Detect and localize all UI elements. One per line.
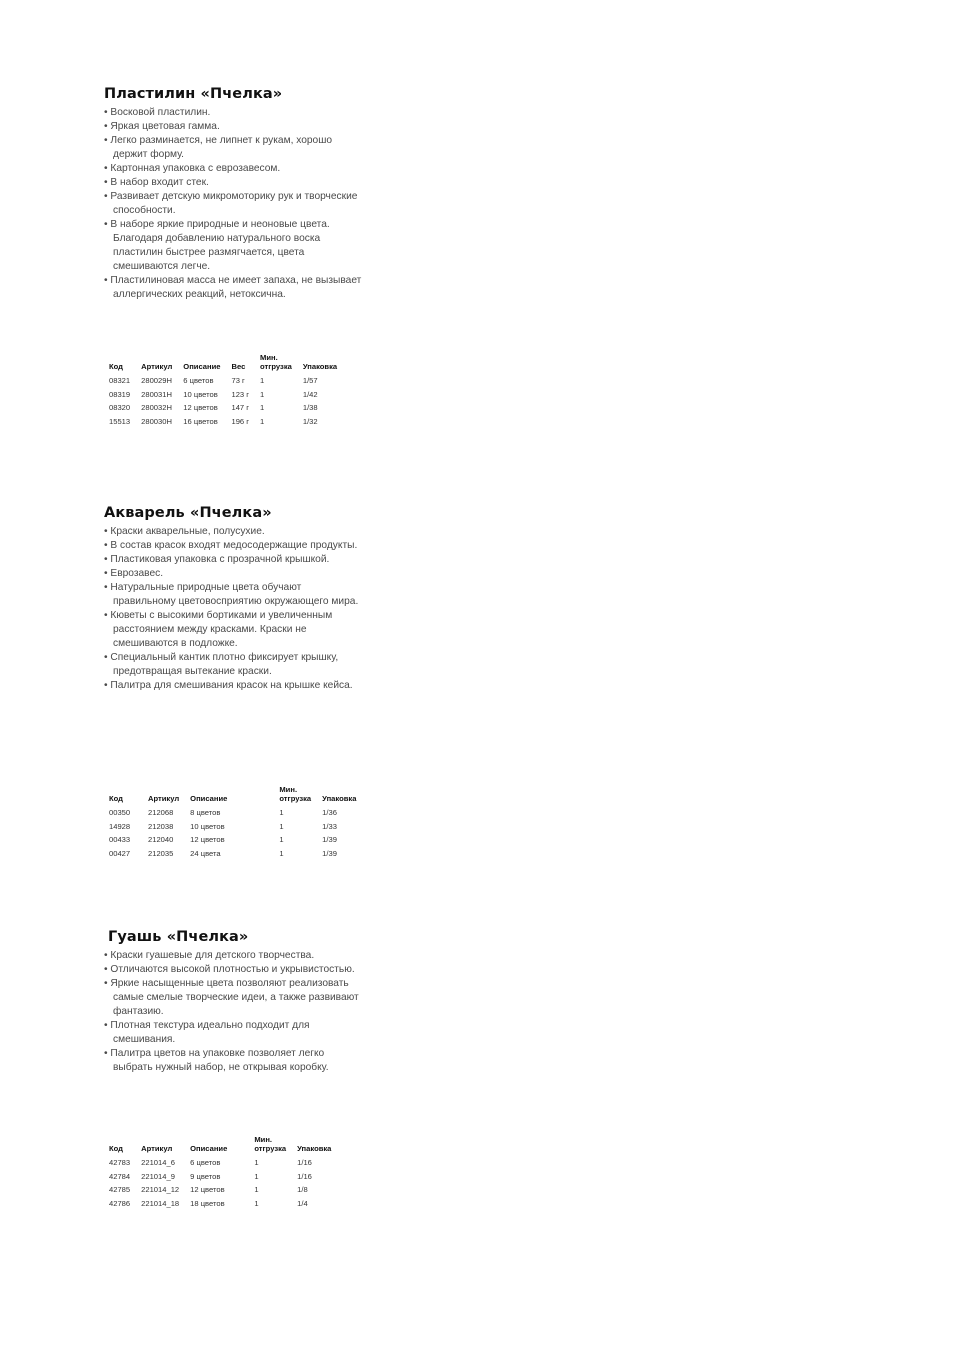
- column-header: Артикул: [141, 1143, 173, 1153]
- column-header: Описание: [190, 1143, 228, 1153]
- feature-list: [104, 525, 364, 693]
- cell-min-shipment: 1: [279, 835, 284, 845]
- cell-weight: 196 г: [231, 416, 250, 426]
- cell-min-shipment: 1: [254, 1198, 259, 1208]
- section-title: Пластилин «Пчелка»: [104, 86, 283, 102]
- section-plasticine: [104, 86, 364, 302]
- cell-description: 10 цветов: [183, 389, 218, 399]
- feature-item: • Плотная текстура идеально подходит для смешивания.: [104, 1019, 364, 1047]
- cell-package: 1/42: [302, 389, 318, 399]
- table-row: [104, 847, 362, 861]
- table-row: [104, 374, 343, 388]
- cell-package: 1/39: [322, 848, 337, 858]
- cell-code: 15513: [109, 416, 131, 426]
- table-row: [104, 388, 343, 402]
- feature-item: • Специальный кантик плотно фиксирует крышку, предотвращая вытекание краски.: [104, 651, 364, 679]
- feature-list: [104, 949, 364, 1075]
- feature-item: • Яркие насыщенные цвета позволяют реализовать самые смелые творческие идеи, а также развивают фантазию.: [104, 977, 364, 1019]
- column-header: Мин. отгрузка: [254, 1135, 287, 1153]
- column-header: Описание: [183, 361, 221, 371]
- feature-item: • В наборе яркие природные и неоновые цвета. Благодаря добавлению натурального воска пластилин быстрее размягчается, цвета смешиваются легче.: [104, 218, 364, 274]
- feature-list: [104, 106, 364, 302]
- feature-item: • Развивает детскую микромоторику рук и творческие способности.: [104, 190, 364, 218]
- product-table-gouache: [104, 1136, 337, 1210]
- cell-weight: 147 г: [231, 403, 250, 413]
- cell-code: 08319: [109, 389, 131, 399]
- feature-item: • Отличаются высокой плотностью и укрывистостью.: [104, 963, 364, 977]
- cell-description: 10 цветов: [190, 821, 225, 831]
- cell-article: 280031H: [141, 389, 172, 399]
- cell-code: 00350: [109, 808, 131, 817]
- column-header: Код: [109, 1143, 123, 1153]
- feature-item: • Яркая цветовая гамма.: [104, 120, 364, 134]
- cell-package: 1/32: [302, 416, 318, 426]
- cell-package: 1/4: [297, 1198, 308, 1208]
- cell-article: 280030H: [141, 416, 172, 426]
- cell-min-shipment: 1: [260, 376, 265, 385]
- column-header: Мин. отгрузка: [279, 785, 312, 803]
- cell-article: 212040: [148, 835, 174, 845]
- table-row: [104, 806, 362, 820]
- cell-code: 42784: [109, 1171, 131, 1181]
- table-row: [104, 1183, 337, 1197]
- cell-empty: [233, 847, 274, 861]
- cell-package: 1/57: [302, 376, 318, 385]
- cell-package: 1/33: [322, 821, 337, 831]
- cell-package: 1/8: [297, 1185, 308, 1195]
- section-watercolor: [104, 505, 364, 693]
- cell-description: 24 цвета: [190, 848, 221, 858]
- cell-description: 12 цветов: [183, 403, 218, 413]
- column-header: Код: [109, 793, 123, 803]
- cell-min-shipment: 1: [279, 821, 284, 831]
- cell-package: 1/38: [302, 403, 318, 413]
- cell-min-shipment: 1: [260, 389, 265, 399]
- cell-article: 221014_18: [141, 1198, 180, 1208]
- cell-code: 08320: [109, 403, 131, 413]
- cell-article: 212035: [148, 848, 174, 858]
- column-header: [233, 786, 274, 806]
- cell-article: 221014_12: [141, 1185, 180, 1195]
- cell-min-shipment: 1: [279, 808, 284, 817]
- cell-package: 1/16: [297, 1158, 312, 1167]
- column-header: Упаковка: [302, 361, 338, 371]
- cell-min-shipment: 1: [254, 1158, 259, 1167]
- feature-item: • Пластиковая упаковка с прозрачной крышкой.: [104, 553, 364, 567]
- cell-article: 280032H: [141, 403, 172, 413]
- cell-min-shipment: 1: [260, 416, 265, 426]
- cell-code: 14928: [109, 821, 131, 831]
- table-header-row: [104, 786, 362, 806]
- feature-item: • Палитра цветов на упаковке позволяет легко выбрать нужный набор, не открывая коробку.: [104, 1047, 364, 1075]
- cell-article: 212068: [148, 808, 174, 817]
- cell-min-shipment: 1: [260, 403, 265, 413]
- cell-package: 1/39: [322, 835, 337, 845]
- cell-code: 42783: [109, 1158, 131, 1167]
- cell-empty: [233, 820, 274, 834]
- cell-code: 42786: [109, 1198, 131, 1208]
- column-header: Артикул: [148, 793, 180, 803]
- column-header: Артикул: [141, 361, 173, 371]
- cell-description: 18 цветов: [190, 1198, 225, 1208]
- feature-item: • Натуральные природные цвета обучают правильному цветовосприятию окружающего мира.: [104, 581, 364, 609]
- cell-min-shipment: 1: [254, 1171, 259, 1181]
- feature-item: • Палитра для смешивания красок на крышке кейса.: [104, 679, 364, 693]
- cell-weight: 123 г: [231, 389, 250, 399]
- cell-article: 221014_9: [141, 1171, 175, 1181]
- cell-code: 00427: [109, 848, 131, 858]
- cell-description: 9 цветов: [190, 1171, 221, 1181]
- cell-description: 6 цветов: [190, 1158, 221, 1167]
- section-title: Гуашь «Пчелка»: [108, 929, 249, 945]
- section-title: Акварель «Пчелка»: [104, 505, 272, 521]
- cell-code: 00433: [109, 835, 131, 845]
- column-header: Мин. отгрузка: [260, 353, 292, 371]
- column-header: Описание: [190, 793, 228, 803]
- cell-article: 221014_6: [141, 1158, 175, 1167]
- cell-code: 42785: [109, 1185, 131, 1195]
- section-gouache: [104, 929, 364, 1075]
- cell-description: 16 цветов: [183, 416, 218, 426]
- column-header: Код: [109, 361, 123, 371]
- feature-item: • Легко разминается, не липнет к рукам, хорошо держит форму.: [104, 134, 364, 162]
- feature-item: • В состав красок входят медосодержащие продукты.: [104, 539, 364, 553]
- table-header-row: [104, 1136, 337, 1156]
- table-header-row: [104, 354, 343, 374]
- feature-item: • Картонная упаковка с еврозавесом.: [104, 162, 364, 176]
- cell-empty: [233, 833, 274, 847]
- cell-package: 1/16: [297, 1171, 312, 1181]
- cell-min-shipment: 1: [279, 848, 284, 858]
- cell-description: 12 цветов: [190, 1185, 225, 1195]
- cell-article: 280029H: [141, 376, 172, 385]
- table-row: [104, 415, 343, 429]
- feature-item: • В набор входит стек.: [104, 176, 364, 190]
- table-row: [104, 833, 362, 847]
- cell-weight: 73 г: [231, 376, 245, 385]
- table-row: [104, 401, 343, 415]
- column-header: Вес: [231, 361, 246, 371]
- table-row: [104, 820, 362, 834]
- cell-package: 1/36: [322, 808, 337, 817]
- table-row: [104, 1156, 337, 1170]
- product-table-plasticine: [104, 354, 343, 428]
- cell-empty: [233, 806, 274, 820]
- cell-description: 12 цветов: [190, 835, 225, 845]
- product-table-watercolor: [104, 786, 362, 860]
- feature-item: • Восковой пластилин.: [104, 106, 364, 120]
- column-header: Упаковка: [322, 793, 357, 803]
- feature-item: • Краски гуашевые для детского творчества.: [104, 949, 364, 963]
- cell-code: 08321: [109, 376, 131, 385]
- feature-item: • Еврозавес.: [104, 567, 364, 581]
- cell-description: 6 цветов: [183, 376, 214, 385]
- column-header: Упаковка: [297, 1143, 332, 1153]
- feature-item: • Пластилиновая масса не имеет запаха, не вызывает аллергических реакций, нетоксична.: [104, 274, 364, 302]
- cell-article: 212038: [148, 821, 174, 831]
- feature-item: • Краски акварельные, полусухие.: [104, 525, 364, 539]
- table-row: [104, 1170, 337, 1184]
- cell-min-shipment: 1: [254, 1185, 259, 1195]
- table-row: [104, 1197, 337, 1211]
- feature-item: • Кюветы с высокими бортиками и увеличенным расстоянием между красками. Краски не смешиваются в подложке.: [104, 609, 364, 651]
- cell-description: 8 цветов: [190, 808, 221, 817]
